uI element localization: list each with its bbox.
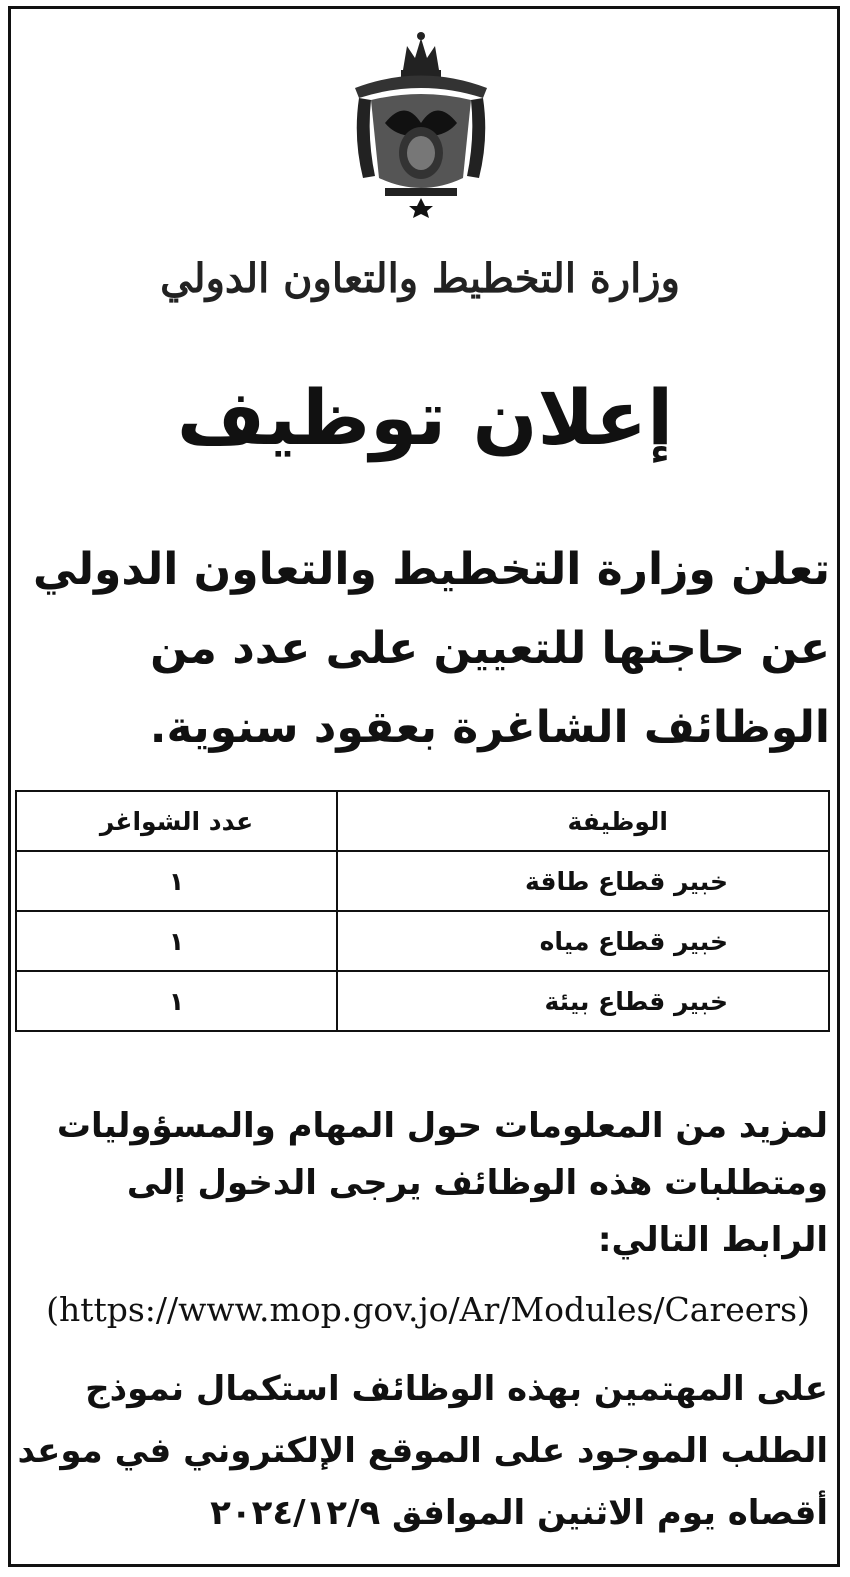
job-title-cell: خبير قطاع مياه — [337, 911, 829, 971]
column-header-count: عدد الشواغر — [16, 791, 337, 851]
apply-paragraph — [8, 1358, 828, 1544]
apply-line: أقصاه يوم الاثنين الموافق ٢٠٢٤/١٢/٩ — [210, 1493, 828, 1533]
careers-link[interactable]: (https://www.mop.gov.jo/Ar/Modules/Careers) — [46, 1290, 810, 1329]
intro-line: الوظائف الشاغرة بعقود سنوية. — [149, 702, 830, 753]
info-line: الرابط التالي: — [597, 1220, 828, 1260]
info-paragraph — [8, 1098, 828, 1269]
jordan-royal-crest-icon — [345, 28, 497, 218]
intro-line: تعلن وزارة التخطيط والتعاون الدولي — [32, 544, 830, 595]
page-title: إعلان توظيف — [176, 373, 674, 462]
vacancy-count-cell: ١ — [16, 971, 337, 1031]
job-title-cell: خبير قطاع طاقة — [337, 851, 829, 911]
vacancy-count-cell: ١ — [16, 911, 337, 971]
table-row — [16, 911, 829, 971]
vacancies-table — [15, 790, 830, 1032]
table-row — [16, 971, 829, 1031]
intro-paragraph — [15, 530, 830, 767]
apply-line: الطلب الموجود على الموقع الإلكتروني في موعد — [17, 1431, 828, 1471]
info-line: لمزيد من المعلومات حول المهام والمسؤوليات — [56, 1106, 828, 1146]
job-title-cell: خبير قطاع بيئة — [337, 971, 829, 1031]
intro-line: عن حاجتها للتعيين على عدد من — [150, 623, 830, 674]
table-header-row — [16, 791, 829, 851]
apply-line: على المهتمين بهذه الوظائف استكمال نموذج — [85, 1369, 828, 1409]
info-line: ومتطلبات هذه الوظائف يرجى الدخول إلى — [126, 1163, 828, 1203]
column-header-job: الوظيفة — [337, 791, 829, 851]
ministry-logo-text: وزارة التخطيط والتعاون الدولي — [160, 255, 680, 302]
table-row — [16, 851, 829, 911]
vacancy-count-cell: ١ — [16, 851, 337, 911]
